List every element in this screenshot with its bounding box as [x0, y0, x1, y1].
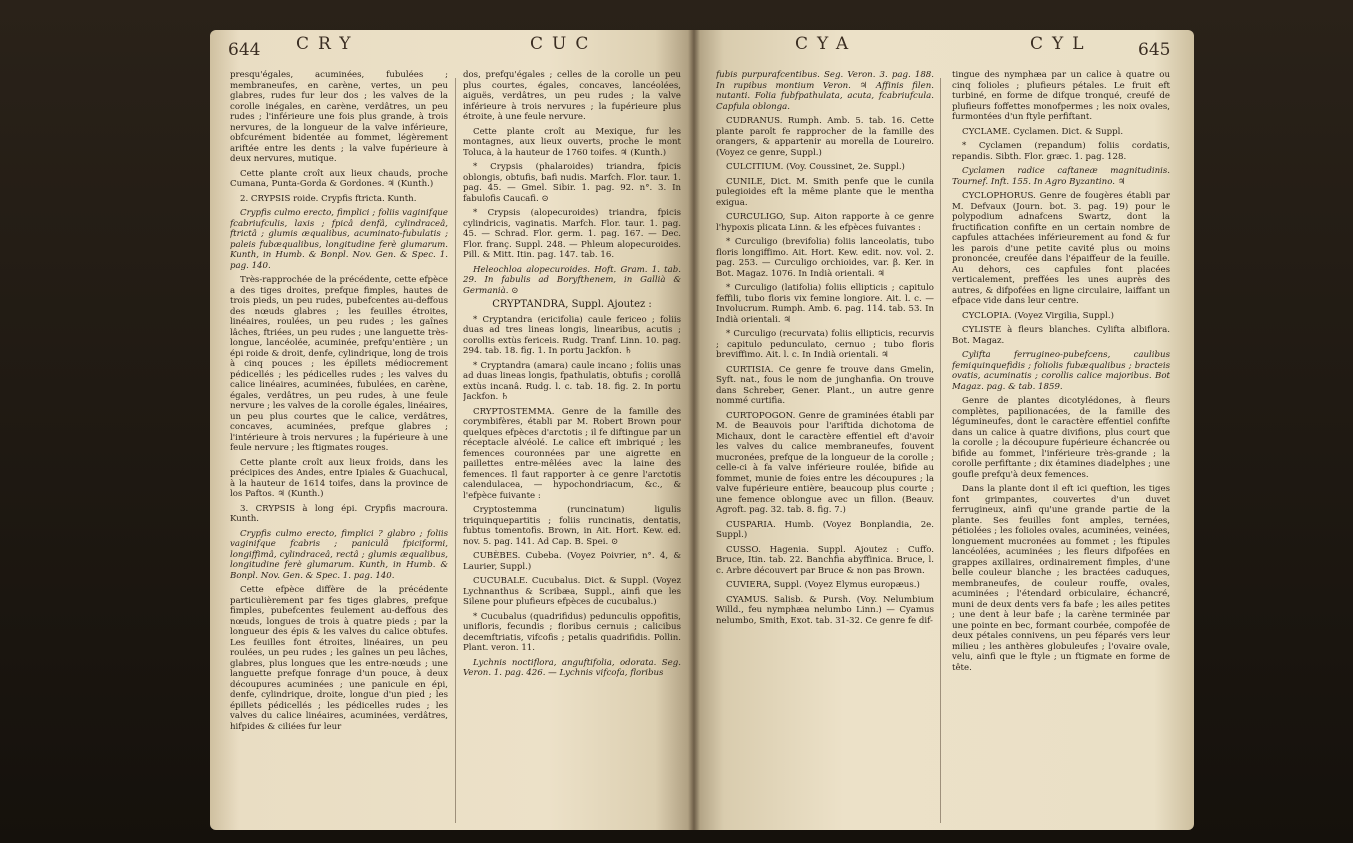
cross-reference: CUSPARIA. Humb. (Voyez Bonplandia, 2e. Suppl.)	[716, 519, 934, 540]
cross-reference: CUCUBALE. Cucubalus. Dict. & Suppl. (Voyez Lychnanthus & Scribæa, Suppl., ainfi que les Silene pour plufieurs efpèces de cucubalus.)	[463, 576, 681, 607]
latin-description: Cylifta ferrugineo-pubefcens, caulibus femiquinquefidis ; foliolis fubæqualibus ; bracteis ovatis, acuminatis ; corollis calice majoribus. Bot Magaz. pag. & tab. 1859.	[952, 350, 1170, 392]
species-entry: * Cryptandra (amara) caule incano ; foliis unas ad duas lineas longis, fpathulatis, obtufis ; corollâ extùs incanâ. Rudg. l. c. tab. 18. fig. 2. In portu Jackfon. ♄	[463, 360, 681, 402]
entry-heading: 2. CRYPSIS roide. Crypfis ftricta. Kunth.	[240, 193, 417, 204]
entry-heading: CRYPTOSTEMMA. Genre de la famille des corymbifères, établi par M. Robert Brown pour quelques efpèces d'arctotis ; il fe diftingue par un réceptacle alvéolé. Le calice eft imbriqué ; les femences couronnées par une aigrette en paillettes entre-mêlées avec la laine des femences. Il faut rapporter à ce genre l'arctotis calendulacea, — hypochondriacum, &c., & l'efpèce fuivante :	[463, 406, 681, 501]
entry-heading: CUNILE, Dict. M. Smith penfe que le cunila pulegioides eft la même plante que le mentha exigua.	[716, 176, 934, 208]
species-entry: * Cyclamen (repandum) foliis cordatis, repandis. Sibth. Flor. græc. 1. pag. 128.	[952, 141, 1170, 162]
synonym-line: Lychnis noctiflora, anguftifolia, odorata. Seg. Veron. 1. pag. 426. — Lychnis vifcofa, floribus	[463, 657, 681, 678]
species-entry: * Curculigo (latifolia) foliis ellipticis ; capitulo feffili, tubo floris vix femine longiore. Ait. l. c. — Involucrum. Rumph. Amb. 6. pag. 114. tab. 53. In Indià orientali. ♃	[716, 283, 934, 325]
right-header-left: CYA	[795, 34, 858, 54]
entry-heading: CYCLAME. Cyclamen. Dict. & Suppl.	[962, 126, 1124, 137]
species-entry: * Crypsis (phalaroides) triandra, fpicis oblongis, obtufis, bafi nudis. Marfch. Flor. taur. 1. pag. 45. — Gmel. Sibir. 1. pag. 92. n°. 3. In fabulofis Caucafi. ⊙	[463, 162, 681, 204]
cross-reference: CUVIERA, Suppl. (Voyez Elymus europæus.)	[726, 580, 920, 590]
paragraph: Très-rapprochée de la précédente, cette efpèce a des tiges droites, prefque fimples, hautes de trois pieds, un peu rudes, pubefcentes au-deffous des nœuds glabres ; les feuilles étroites, linéaires, roulées, un peu rudes ; les gaînes lâches, ftriées, un peu rudes ; une languette très-longue, lancéolée, acuminée, prefqu'entière ; un épi roide & droit, denfe, cylindrique, long de trois à cinq pouces ; les épillets médiocrement pédicellés ; les pédicelles rudes ; les valves du calice linéaires, acuminées, fubulées, en carène, égales, verdâtres, un peu rudes, à une feule nervure ; les valves de la corolle égales, linéaires, un peu plus courtes que le calice, verdâtres, concaves, acuminées, prefque glabres ; l'intérieure à trois nervures ; la fupérieure à une feule nervure ; les ftigmates rouges.	[230, 275, 448, 453]
entry-heading: CRYPTANDRA, Suppl. Ajoutez :	[492, 299, 652, 310]
entry-heading: CYLISTE à fleurs blanches. Cylifta albiflora. Bot. Magaz.	[952, 325, 1170, 346]
entry-heading: CULCITIUM. (Voy. Coussinet, 2e. Suppl.)	[726, 162, 905, 172]
cross-reference: CYCLOPIA. (Voyez Virgilia, Suppl.)	[962, 310, 1114, 321]
right-column-rule	[940, 78, 941, 823]
right-page-number: 645	[1138, 40, 1171, 60]
paragraph: Cette plante croît aux lieux froids, dans les précipices des Andes, entre Ipiales & Guachucal, à la hauteur de 1614 toifes, dans la province de los Paftos. ♃ (Kunth.)	[230, 457, 448, 499]
book-gutter	[688, 30, 700, 830]
paragraph: fubis purpurafcentibus. Seg. Veron. 3. pag. 188. In rupibus montium Veron. ♃ Affinis filen. nutanti. Folia fubfpathulata, acuta, fcabriufcula. Capfula oblonga.	[716, 70, 934, 112]
entry-heading: CURTOPOGON. Genre de graminées établi par M. de Beauvois pour l'ariftida dichotoma de Michaux, dont le caractère effentiel eft d'avoir les valves du calice membraneufes, fouvent mucronées, prefque de la longueur de la corolle ; celle-ci à fa valve inférieure roulée, bifide au fommet, munie de foies entre les découpures ; la valve fupérieure entière, beaucoup plus courte ; une femence oblongue avec un fillon. (Beauv. Agroft. pag. 32. tab. 8. fig. 7.)	[716, 410, 934, 515]
species-entry: * Curculigo (brevifolia) foliis lanceolatis, tubo floris longiffimo. Ait. Hort. Kew. edit. nov. vol. 2. pag. 253. — Curculigo orchioides, var. β. Ker. in Bot. Magaz. 1076. In Indià orientali. ♃	[716, 237, 934, 279]
latin-description: Crypfis culmo erecto, fimplici ; foliis vaginifque fcabriufculis, laxis ; fpicâ denfâ, cylindraceâ, ftrictâ ; glumis æqualibus, acuminato-fubulatis ; paleis fubæqualibus, longitudine ferè glumarum. Kunth, in Humb. & Bonpl. Nov. Gen. & Spec. 1. pag. 140.	[230, 208, 448, 271]
species-entry: * Cryptandra (ericifolia) caule fericeo ; foliis duas ad tres lineas longis, linearibus, acutis ; corollis extùs fericeis. Rudg. Tranf. Linn. 10. pag. 294. tab. 18. fig. 1. In portu Jackfon. ♄	[463, 314, 681, 356]
right-header-right: CYL	[1030, 34, 1093, 54]
entry-heading: 3. CRYPSIS à long épi. Crypfis macroura. Kunth.	[230, 503, 448, 524]
entry-heading: CURCULIGO, Sup. Aiton rapporte à ce genre l'hypoxis plicata Linn. & les efpèces fuivantes :	[716, 212, 934, 233]
paragraph: Dans la plante dont il eft ici queftion, les tiges font grimpantes, couvertes d'un duvet ferrugineux, ainfi qu'une grande partie de la plante. Ses feuilles font amples, ternées, pétiolées ; les folioles ovales, acuminées, veinées, longuement mucronées au fommet ; les ftipules lancéolées, acuminées ; les fleurs difpofées en grappes axillaires, ordinairement fimples, d'une belle couleur blanche ; les bractées caduques, membraneufes, de couleur rouffe, ovales, acuminées ; l'étendard orbiculaire, échancré, muni de deux dents vers fa bafe ; les ailes petites ; une dent à leur bafe ; la carène terminée par une pointe en bec, formant courbée, compofée de deux pétales connivens, un peu féparés vers leur milieu ; les anthères globuleufes ; l'ovaire ovale, velu, ainfi que le ftyle ; un ftigmate en forme de tête.	[952, 484, 1170, 673]
paragraph: Cette plante croît aux lieux chauds, proche Cumana, Punta-Gorda & Gordones. ♃ (Kunth.)	[230, 168, 448, 189]
right-column-1	[716, 70, 934, 830]
entry-heading: CUSSO. Hagenia. Suppl. Ajoutez : Cuffo. Bruce, Itin. tab. 22. Banchfia abyffinica. Bruce, l. c. Arbre découvert par Bruce & non pas Brown.	[716, 544, 934, 576]
species-entry: * Curculigo (recurvata) foliis ellipticis, recurvis ; capitulo pedunculato, cernuo ; tubo floris breviffimo. Ait. l. c. In Indià orientali. ♃	[716, 329, 934, 360]
entry-heading: CYCLOPHORUS. Genre de fougères établi par M. Defvaux (Journ. bot. 3. pag. 19) pour le polypodium adnafcens Swartz, dont la fructification confifte en un certain nombre de capfules attachées inférieurement au fond & fur les parois d'une petite cavité plus ou moins prononcée, creufée dans l'épaiffeur de la feuille. Au dehors, ces capfules font placées verticalement, preffées les unes auprès des autres, & difpofées en ligne circulaire, laiffant un efpace vide dans leur centre.	[952, 191, 1170, 306]
synonym-line: Heleochloa alopecuroides. Hoft. Gram. 1. tab. 29. In fabulis ad Boryfthenem, in Gallià & Germanià. ⊙	[463, 264, 681, 296]
left-column-2	[463, 70, 681, 830]
paragraph: dos, prefqu'égales ; celles de la corolle un peu plus courtes, égales, concaves, lancéolées, aiguës, verdâtres, un peu rudes ; la valve inférieure à trois nervures ; la fupérieure plus étroite, à une feule nervure.	[463, 70, 681, 122]
species-entry: * Crypsis (alopecuroides) triandra, fpicis cylindricis, vaginatis. Marfch. Flor. taur. 1. pag. 45. — Schrad. Flor. germ. 1. pag. 167. — Dec. Flor. franç. Suppl. 248. — Phleum alopecuroides. Pill. & Mitt. Itin. pag. 147. tab. 16.	[463, 208, 681, 260]
paragraph: Genre de plantes dicotylédones, à fleurs complètes, papilionacées, de la famille des légumineufes, dont le caractère effentiel confifte dans un calice à quatre divifions, plus court que la corolle ; la découpure fupérieure échancrée ou bifide au fommet, l'inférieure très-grande ; la corolle perfiftante ; dix étamines diadelphes ; une goufle prefqu'à deux femences.	[952, 396, 1170, 480]
species-entry: * Cucubalus (quadrifidus) pedunculis oppofitis, unifloris, fecundis ; floribus cernuis ; calicibus decemftriatis, vifcofis ; petalis quadrifidis. Pollin. Plant. veron. 11.	[463, 611, 681, 653]
paragraph: Cette plante croît au Mexique, fur les montagnes, aux lieux ouverts, proche le mont Toluca, à la hauteur de 1760 toifes. ♃ (Kunth.)	[463, 126, 681, 158]
paragraph: tingue des nymphæa par un calice à quatre ou cinq folioles ; plufieurs pétales. Le fruit eft turbiné, en forme de difque tronqué, creufé de plufieurs foffettes monofpermes ; les noix ovales, furmontées d'un ftyle perfiftant.	[952, 70, 1170, 122]
paragraph: presqu'égales, acuminées, fubulées ; membraneufes, en carène, vertes, un peu glabres, rudes fur leur dos ; les valves de la corolle inégales, en carène, verdâtres, un peu rudes ; l'inférieure une fois plus grande, à trois nervures, de la longueur de la valve inférieure, obfcurément bidentée au fommet, légèrement ariftée entre les dents ; la valve fupérieure à deux nervures, mutique.	[230, 70, 448, 164]
entry-heading: CURTISIA. Ce genre fe trouve dans Gmelin, Syft. nat., fous le nom de junghanfia. On trouve dans Schreber, Gener. Plant., un autre genre nommé curtifia.	[716, 364, 934, 406]
left-header-right: CUC	[530, 34, 598, 54]
latin-description: Crypfis culmo erecto, fimplici ? glabro ; foliis vaginifque fcabris ; paniculâ fpiciformi, longiffimâ, cylindraceâ, rectâ ; glumis æqualibus, longitudine ferè glumarum. Kunth, in Humb. & Bonpl. Nov. Gen. & Spec. 1. pag. 140.	[230, 528, 448, 581]
left-header-left: CRY	[296, 34, 360, 54]
cross-reference: CUBÈBES. Cubeba. (Voyez Poivrier, n°. 4, & Laurier, Suppl.)	[463, 551, 681, 572]
left-column-rule	[455, 78, 456, 823]
right-column-2	[952, 70, 1170, 830]
synonym-line: Cyclamen radice caftaneæ magnitudinis. Tournef. Inft. 155. In Agro Byzantino. ♃	[952, 166, 1170, 187]
entry-heading: CYAMUS. Salisb. & Pursh. (Voy. Nelumbium Willd., feu nymphæa nelumbo Linn.) — Cyamus nelumbo, Smith, Exot. tab. 31-32. Ce genre fe dif-	[716, 594, 934, 626]
species-entry: Cryptostemma (runcinatum) ligulis triquinquepartitis ; foliis runcinatis, dentatis, fubtus tomentofis. Brown, in Ait. Hort. Kew. ed. nov. 5. pag. 141. Ad Cap. B. Spei. ⊙	[463, 505, 681, 547]
left-column-1	[230, 70, 448, 830]
left-page-number: 644	[228, 40, 261, 60]
entry-heading: CUDRANUS. Rumph. Amb. 5. tab. 16. Cette plante paroît fe rapprocher de la famille des orangers, & appartenir au morella de Loureiro. (Voyez ce genre, Suppl.)	[716, 116, 934, 158]
paragraph: Cette efpèce diffère de la précédente particulièrement par fes tiges glabres, prefque fimples, pubefcentes feulement au-deffous des nœuds, longues de trois à quatre pieds ; par la longueur des épis & les valves du calice obtufes. Les feuilles font étroites, linéaires, un peu roulées, un peu rudes ; les gaînes un peu lâches, glabres, plus longues que les entre-nœuds ; une languette prefque fonrage d'un pouce, à deux découpures acuminées ; une panicule en épi, denfe, cylindrique, droite, longue d'un pied ; les épillets pédicellés ; les pédicelles rudes ; les valves du calice linéaires, acuminées, verdâtres, hifpides & ciliées fur leur	[230, 585, 448, 732]
